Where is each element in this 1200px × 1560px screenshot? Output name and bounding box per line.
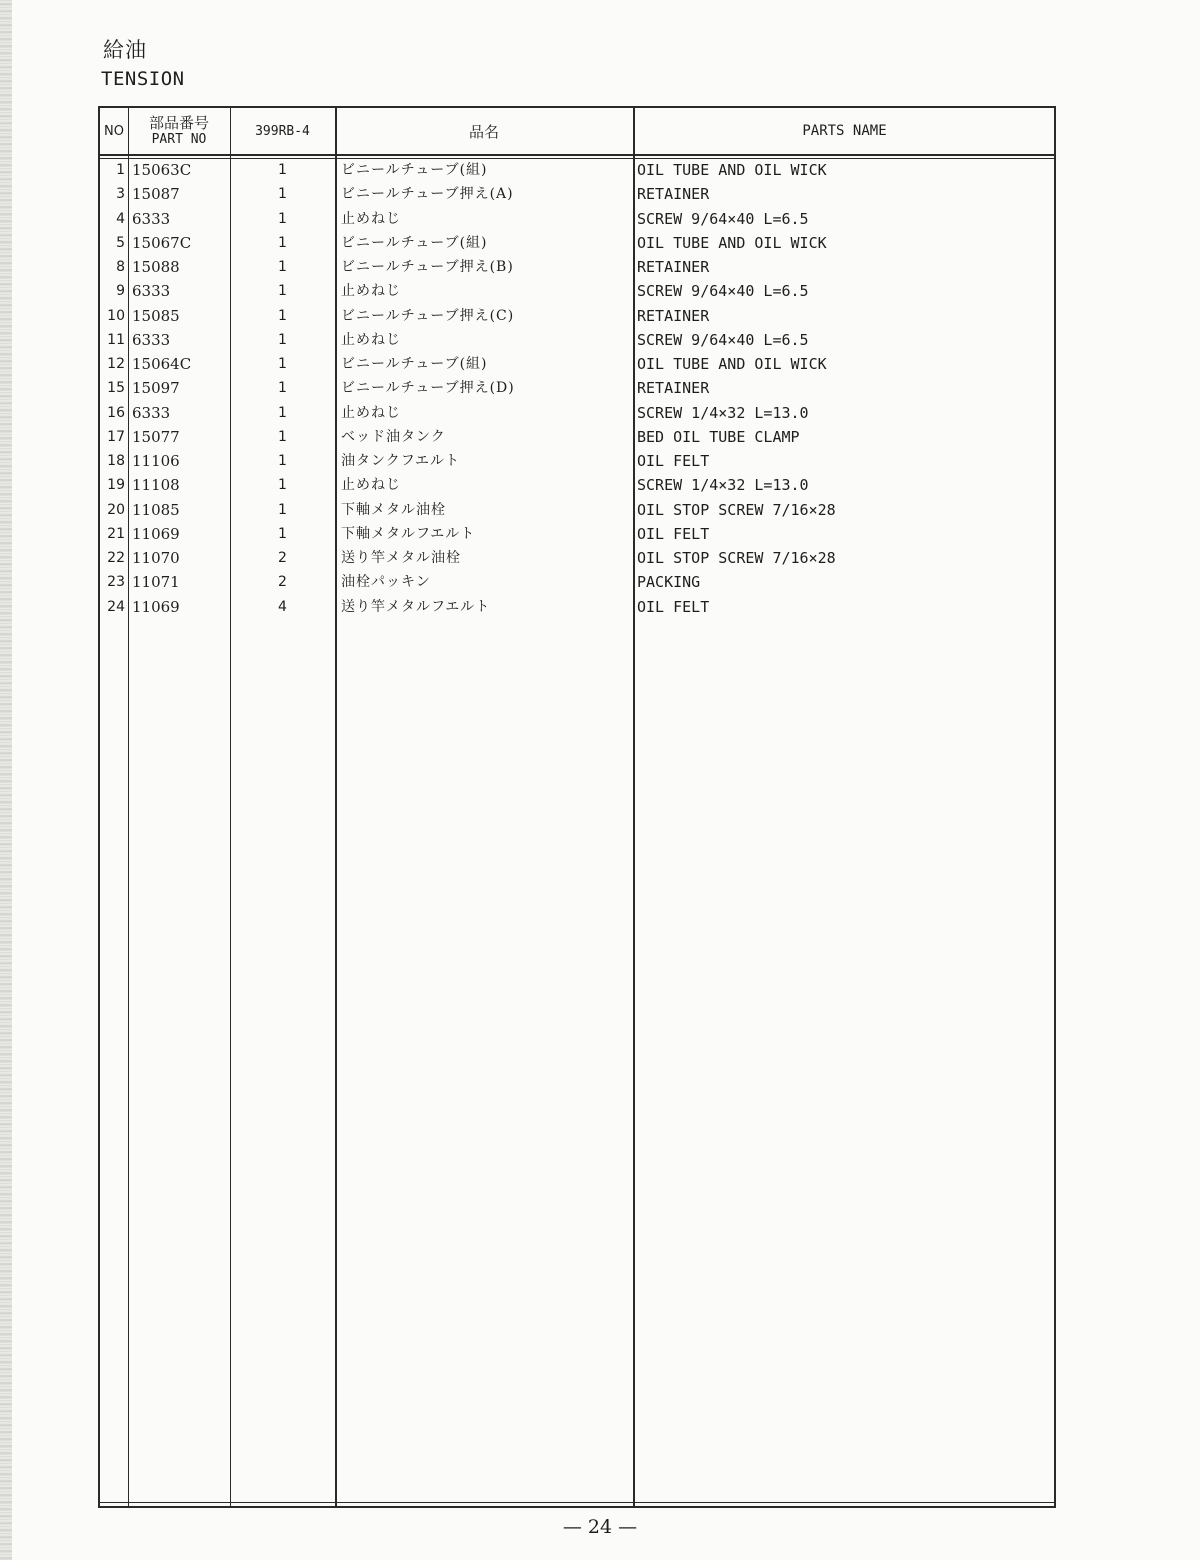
row-part-no: 6333 — [132, 282, 171, 301]
header-model: 399RB-4 — [255, 123, 310, 139]
scan-edge — [0, 0, 12, 1560]
row-qty: 1 — [278, 283, 287, 300]
row-part-no: 15085 — [132, 306, 180, 325]
header-name-jp: 品名 — [468, 122, 499, 141]
row-part-no: 11071 — [132, 573, 180, 592]
row-name-jp: ベッド油タンク — [341, 428, 446, 445]
row-qty: 1 — [278, 210, 287, 227]
row-name-en: PACKING — [637, 573, 701, 592]
row-part-no: 11085 — [132, 500, 180, 519]
row-qty: 1 — [278, 259, 287, 275]
section-title-jp: 給油 — [103, 38, 147, 62]
row-name-jp: 止めねじ — [341, 283, 401, 300]
row-name-jp: 下軸メタルフエルト — [341, 525, 476, 542]
row-name-en: OIL STOP SCREW 7/16×28 — [637, 500, 836, 519]
row-qty: 1 — [278, 234, 287, 251]
row-qty: 4 — [278, 598, 287, 615]
row-name-en: RETAINER — [637, 258, 710, 276]
row-name-jp: ビニールチューブ押え(A) — [341, 186, 514, 203]
table-row — [100, 473, 1056, 497]
row-no: 11 — [107, 331, 125, 348]
row-part-no: 6333 — [132, 330, 171, 349]
section-title-en: TENSION — [101, 68, 185, 90]
row-name-en: SCREW 9/64×40 L=6.5 — [637, 282, 809, 301]
table-row — [100, 231, 1056, 255]
row-part-no: 6333 — [132, 403, 171, 422]
table-row — [100, 304, 1056, 328]
row-no: 10 — [107, 307, 125, 324]
row-qty: 1 — [278, 428, 287, 445]
row-no: 8 — [116, 259, 125, 275]
row-qty: 1 — [278, 162, 287, 178]
row-qty: 1 — [278, 331, 287, 348]
page-number: — 24 — — [562, 1516, 638, 1538]
table-body — [100, 158, 1056, 619]
row-name-jp: 下軸メタル油栓 — [341, 501, 446, 518]
row-name-jp: ビニールチューブ押え(D) — [341, 380, 515, 397]
row-part-no: 11069 — [132, 524, 180, 543]
row-name-en: OIL FELT — [637, 597, 710, 616]
row-part-no: 15088 — [132, 258, 180, 276]
table-row — [100, 425, 1056, 449]
row-no: 19 — [107, 477, 125, 494]
row-name-en: BED OIL TUBE CLAMP — [637, 427, 800, 446]
table-row — [100, 328, 1056, 352]
row-qty: 1 — [278, 453, 287, 469]
table-row — [100, 522, 1056, 546]
row-no: 24 — [107, 598, 125, 615]
row-name-en: OIL TUBE AND OIL WICK — [637, 233, 827, 252]
table-row — [100, 158, 1056, 182]
header-part-no-en: PART NO — [151, 132, 207, 147]
row-name-jp: 止めねじ — [341, 331, 401, 348]
row-part-no: 6333 — [132, 209, 171, 228]
row-no: 16 — [107, 404, 125, 421]
row-name-jp: 送り竿メタル油栓 — [341, 550, 461, 566]
row-qty: 2 — [278, 550, 287, 566]
row-part-no: 11106 — [132, 452, 180, 470]
row-no: 4 — [116, 210, 125, 227]
row-no: 22 — [107, 550, 125, 566]
row-no: 3 — [116, 186, 125, 203]
row-name-en: RETAINER — [637, 306, 710, 325]
header-part-no — [128, 108, 230, 154]
row-name-jp: ビニールチューブ(組) — [341, 234, 488, 251]
row-no: 23 — [107, 574, 125, 591]
table-row — [100, 570, 1056, 594]
row-no: 5 — [116, 234, 125, 251]
row-name-jp: ビニールチューブ(組) — [341, 162, 488, 178]
row-name-en: OIL FELT — [637, 452, 710, 470]
row-no: 1 — [116, 162, 125, 178]
row-name-en: OIL STOP SCREW 7/16×28 — [637, 549, 836, 567]
row-name-jp: 止めねじ — [341, 404, 401, 421]
header-parts-name: PARTS NAME — [802, 123, 887, 139]
row-name-en: OIL TUBE AND OIL WICK — [637, 355, 827, 373]
row-name-en: SCREW 1/4×32 L=13.0 — [637, 476, 809, 495]
row-name-jp: 送り竿メタルフエルト — [341, 598, 491, 615]
row-qty: 1 — [278, 356, 287, 372]
row-qty: 1 — [278, 307, 287, 324]
row-name-jp: ビニールチューブ押え(C) — [341, 307, 515, 324]
table-row — [100, 352, 1056, 376]
row-no: 9 — [116, 283, 125, 300]
row-name-en: RETAINER — [637, 185, 710, 204]
row-no: 18 — [107, 453, 125, 469]
row-part-no: 11069 — [132, 597, 180, 616]
parts-table — [98, 106, 1056, 1508]
table-row — [100, 595, 1056, 619]
row-name-jp: ビニールチューブ押え(B) — [341, 259, 514, 275]
header-no: NO — [104, 123, 124, 139]
row-part-no: 15087 — [132, 185, 180, 204]
row-part-no: 15063C — [132, 161, 192, 179]
row-name-en: RETAINER — [637, 379, 710, 398]
table-row — [100, 498, 1056, 522]
row-qty: 1 — [278, 501, 287, 518]
row-name-jp: 止めねじ — [341, 477, 401, 494]
row-qty: 1 — [278, 525, 287, 542]
row-name-en: SCREW 9/64×40 L=6.5 — [637, 330, 809, 349]
row-qty: 1 — [278, 380, 287, 397]
row-qty: 2 — [278, 574, 287, 591]
row-qty: 1 — [278, 404, 287, 421]
row-no: 12 — [107, 356, 125, 372]
table-row — [100, 279, 1056, 303]
row-part-no: 15064C — [132, 355, 192, 373]
row-part-no: 15097 — [132, 379, 180, 398]
row-qty: 1 — [278, 477, 287, 494]
table-row — [100, 182, 1056, 206]
table-row — [100, 449, 1056, 473]
table-row — [100, 207, 1056, 231]
row-part-no: 11108 — [132, 476, 180, 495]
row-name-en: OIL FELT — [637, 524, 710, 543]
row-name-jp: 油タンクフエルト — [341, 453, 461, 469]
header-divider — [100, 154, 1054, 156]
row-no: 20 — [107, 501, 125, 518]
row-no: 17 — [107, 428, 125, 445]
table-row — [100, 255, 1056, 279]
table-row — [100, 376, 1056, 400]
row-name-en: SCREW 9/64×40 L=6.5 — [637, 209, 809, 228]
row-no: 15 — [107, 380, 125, 397]
row-qty: 1 — [278, 186, 287, 203]
table-row — [100, 401, 1056, 425]
header-part-no-jp: 部品番号 — [148, 114, 209, 132]
row-name-jp: 油栓パッキン — [341, 574, 431, 591]
row-name-en: SCREW 1/4×32 L=13.0 — [637, 403, 809, 422]
row-no: 21 — [107, 525, 125, 542]
row-name-jp: ビニールチューブ(組) — [341, 356, 488, 372]
row-part-no: 15077 — [132, 427, 180, 446]
row-name-en: OIL TUBE AND OIL WICK — [637, 161, 827, 179]
row-part-no: 15067C — [132, 233, 192, 252]
row-name-jp: 止めねじ — [341, 210, 401, 227]
table-row — [100, 546, 1056, 570]
row-part-no: 11070 — [132, 549, 180, 567]
